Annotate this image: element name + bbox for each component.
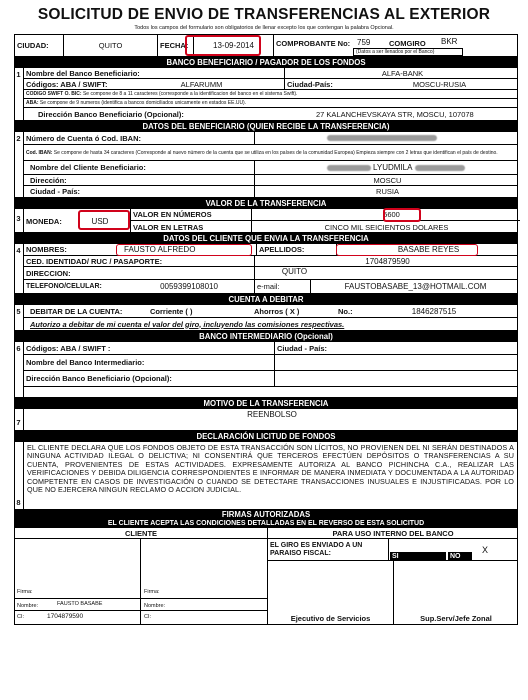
interno-col-label: PARA USO INTERNO DEL BANCO xyxy=(268,528,518,539)
banco-direccion-value[interactable]: 27 KALANCHEVSKAYA STR, MOSCU, 107078 xyxy=(316,109,474,119)
no-option[interactable]: NO xyxy=(448,552,472,561)
cliente-direccion-value[interactable]: QUITO xyxy=(254,267,334,279)
banco-ciudad-label: Ciudad-País: xyxy=(284,79,359,89)
ciudad-value[interactable]: QUITO xyxy=(63,35,157,56)
amount-highlight xyxy=(383,208,421,222)
licitud-text: EL CLIENTE DECLARA QUE LOS FONDOS OBJETO DE ESTA TRANSACCIÓN SON LÍCITOS, NO PROVIENEN DEL NI SERÁN DESTINADOS A NINGUNA ACTIVIDAD ILEGAL O DELICTIVA; NI CONSENTIRÁ QUE TERCEROS EFECTÚEN DEPÓSITOS O TRANSFERENCIAS A SU CUENTA, PROVENIENTES DE ESTAS ACTIVIDADES. EXPRESAMENTE AUTORIZA AL BANCO PICHINCHA C.A., REALIZAR LAS VERIFICACIONES Y DEBIDA DILIGENCIA CORRESPONDIENTES E INFORMAR DE MANERA INMEDIATA Y DOCUMENTADA A LA AUTORIDAD COMPETENTE EN CASOS DE INVESTIGACIÓN O CUANDO SE DETECTARE TRANSACCIONES INUSUALES E INJUSTIFICADAS. POR LO QUE NO EJERCERA NINGUN RECLAMO O ACCION JUDICIAL. xyxy=(27,443,514,495)
ci-1-value[interactable]: 1704879590 xyxy=(47,612,84,620)
comprobante-label: COMPROBANTE No: xyxy=(273,35,353,56)
motivo-header: MOTIVO DE LA TRANSFERENCIA xyxy=(15,398,517,409)
valor-letras-label: VALOR EN LETRAS xyxy=(133,222,204,232)
cliente-section xyxy=(15,244,517,294)
fecha-value[interactable]: 13-09-2014 xyxy=(193,35,273,56)
beneficiario-header: DATOS DEL BENEFICIARIO (QUIEN RECIBE LA TRANSFERENCIA) xyxy=(15,121,517,132)
redacted-account xyxy=(327,135,437,141)
email-value[interactable]: FAUSTOBASABE_13@HOTMAIL.COM xyxy=(310,280,520,293)
nombres-value[interactable]: FAUSTO ALFREDO xyxy=(124,245,196,254)
debitar-header: CUENTA A DEBITAR xyxy=(15,294,517,305)
cliente-header: DATOS DEL CLIENTE QUE ENVIA LA TRANSFERENCIA xyxy=(15,233,517,244)
intermediario-header: BANCO INTERMEDIARIO (Opcional) xyxy=(15,331,517,342)
banco-codigos-label: Códigos: ABA / SWIFT: xyxy=(26,79,108,89)
beneficiario-nombre-value[interactable]: LYUDMILA xyxy=(254,161,520,174)
cuenta-no-label: No.: xyxy=(338,306,353,316)
debitar-section xyxy=(15,305,517,331)
section-number-7: 7 xyxy=(16,418,21,427)
ci-label-1: CI: xyxy=(17,614,25,620)
apellidos-label: APELLIDOS: xyxy=(256,244,336,255)
aba-note: ABA: Se compone de 9 numeros (identifica a bancos domiciliados unicamente en estados EE.UU). xyxy=(26,100,247,106)
no-mark: X xyxy=(482,545,489,555)
debitar-nota: Autorizo a debitar de mi cuenta el valor del giro, incluyendo las comisiones respectivas. xyxy=(30,319,345,329)
cliente-direccion-label: DIRECCION: xyxy=(26,268,71,278)
nombres-label: NOMBRES: xyxy=(26,245,67,254)
date-highlight xyxy=(185,35,261,56)
ci-label-2: CI: xyxy=(144,614,152,620)
intermediario-codigos-label: Códigos: ABA / SWIFT : xyxy=(26,343,111,353)
cuenta-label: Número de Cuenta ó Cod. IBAN: xyxy=(26,133,142,143)
firma-label-1: Firma: xyxy=(17,589,33,595)
firmas-subheader: EL CLIENTE ACEPTA LAS CONDICIONES DETALLADAS EN EL REVERSO DE ESTA SOLICITUD xyxy=(15,519,517,528)
telefono-label: TELEFONO/CELULAR: xyxy=(26,283,102,290)
email-label: e-mail: xyxy=(254,280,310,293)
ced-value[interactable]: 1704879590 xyxy=(254,256,520,266)
apellidos-value[interactable]: BASABE REYES xyxy=(336,244,520,255)
ciudad-label: CIUDAD: xyxy=(17,41,49,50)
banco-nombre-value[interactable]: ALFA-BANK xyxy=(284,68,520,78)
comgiro-value[interactable]: BKR xyxy=(441,37,458,46)
banco-codigos-value[interactable]: ALFARUMM xyxy=(180,79,223,89)
comgiro-label: COMGIRO xyxy=(389,39,426,48)
beneficiario-direccion-label: Dirección: xyxy=(30,175,67,185)
banco-ciudad-value[interactable]: MOSCU-RUSIA xyxy=(412,79,467,89)
currency-highlight xyxy=(78,210,130,230)
motivo-section xyxy=(15,409,517,431)
section-number-1: 1 xyxy=(16,70,21,79)
valor-numeros-label: VALOR EN NÚMEROS xyxy=(133,210,212,219)
telefono-value[interactable]: 0059399108010 xyxy=(160,282,218,291)
intermediario-direccion-value[interactable] xyxy=(274,371,520,386)
nombre-label-1: Nombre: xyxy=(17,603,39,609)
swift-note: CODIGO SWIFT O. BIC: Se compone de 8 a 11 caracteres (corresponde a la identificacion del banco en el sistema Swift). xyxy=(26,91,298,97)
section-number-8: 8 xyxy=(16,498,21,507)
cliente-col-label: CLIENTE xyxy=(15,528,267,539)
intermediario-nombre-label: Nombre del Banco Intermediario: xyxy=(26,358,145,367)
section-number-5: 5 xyxy=(16,307,21,316)
form-title: SOLICITUD DE ENVIO DE TRANSFERENCIAS AL EXTERIOR xyxy=(37,6,491,23)
nombre-1-value[interactable]: FAUSTO BASABE xyxy=(57,601,103,607)
beneficiario-direccion-value[interactable]: MOSCU xyxy=(254,175,520,185)
beneficiario-ciudad-value[interactable]: RUSIA xyxy=(254,186,520,197)
redacted-name-1 xyxy=(327,165,371,171)
bank-only-note: (Datos a ser llenados por el Banco) xyxy=(353,48,463,56)
licitud-section xyxy=(15,442,517,510)
section-number-3: 3 xyxy=(16,214,21,223)
names-highlight xyxy=(116,244,252,256)
intermediario-nombre-value[interactable] xyxy=(274,355,520,370)
moneda-label: MONEDA: xyxy=(26,216,62,226)
section-number-6: 6 xyxy=(16,344,21,353)
top-row xyxy=(15,35,517,57)
valor-letras-value[interactable]: CINCO MIL SEICIENTOS DOLARES xyxy=(251,221,521,233)
debitar-label: DEBITAR DE LA CUENTA: xyxy=(30,306,123,316)
intermediario-ciudad-label: Ciudad - País: xyxy=(274,342,520,354)
iban-note: Cod. IBAN: Se compone de hasta 34 caracteres (Corresponde al nuevo número de la cuenta que se utiliza en los países de la comunidad Europea) Empieza siempre con 2 letras que identifican el país de destino. xyxy=(26,149,498,156)
jefe-label: Sup.Serv/Jefe Zonal xyxy=(420,613,492,623)
valor-section xyxy=(15,209,517,233)
beneficiario-section xyxy=(15,132,517,198)
banco-header: BANCO BENEFICIARIO / PAGADOR DE LOS FONDOS xyxy=(15,57,517,68)
corriente-option[interactable]: Corriente ( ) xyxy=(150,306,193,316)
motivo-value[interactable]: REENBOLSO xyxy=(247,410,297,419)
moneda-value[interactable]: USD xyxy=(91,216,109,226)
intermediario-section xyxy=(15,342,517,398)
ejecutivo-label: Ejecutivo de Servicios xyxy=(290,613,371,623)
banco-nombre-label: Nombre del Banco Beneficiario: xyxy=(26,68,140,78)
form-subtitle: Todos los campos del formulario son obligatorios de llenar excepto los que contengan la palabra Opcional. xyxy=(134,25,394,31)
valor-header: VALOR DE LA TRANSFERENCIA xyxy=(15,198,517,209)
section-number-2: 2 xyxy=(16,134,21,143)
ced-label: CED. IDENTIDAD/ RUC / PASAPORTE: xyxy=(26,256,163,266)
banco-section xyxy=(15,68,517,121)
redacted-name-2 xyxy=(415,165,465,171)
firmas-section xyxy=(15,528,517,624)
beneficiario-nombre-label: Nombre del Cliente Beneficiario: xyxy=(30,163,146,172)
ahorros-option[interactable]: Ahorros ( X ) xyxy=(254,306,300,316)
firmas-header: FIRMAS AUTORIZADAS xyxy=(15,510,517,519)
banco-direccion-label: Dirección Banco Beneficiario (Opcional): xyxy=(38,109,184,119)
nombre-label-2: Nombre: xyxy=(144,603,166,609)
comprobante-value[interactable]: 759 xyxy=(357,38,371,47)
licitud-header: DECLARACIÓN LICITUD DE FONDOS xyxy=(15,431,517,442)
section-number-4: 4 xyxy=(16,246,21,255)
beneficiario-ciudad-label: Ciudad - País: xyxy=(30,187,81,196)
fecha-label: FECHA: xyxy=(157,35,193,56)
transfer-form xyxy=(14,34,518,625)
cuenta-value[interactable] xyxy=(254,132,520,144)
firma-label-2: Firma: xyxy=(144,589,160,595)
surnames-highlight xyxy=(336,244,478,256)
valor-numeros-value[interactable]: 5600 xyxy=(251,209,521,220)
intermediario-direccion-label: Dirección Banco Beneficiario (Opcional): xyxy=(26,374,172,383)
paraiso-label: EL GIRO ES ENVIADO A UN PARAISO FISCAL: xyxy=(270,541,363,557)
si-option[interactable]: SI xyxy=(390,552,446,561)
cuenta-no-value[interactable]: 1846287515 xyxy=(411,306,457,316)
